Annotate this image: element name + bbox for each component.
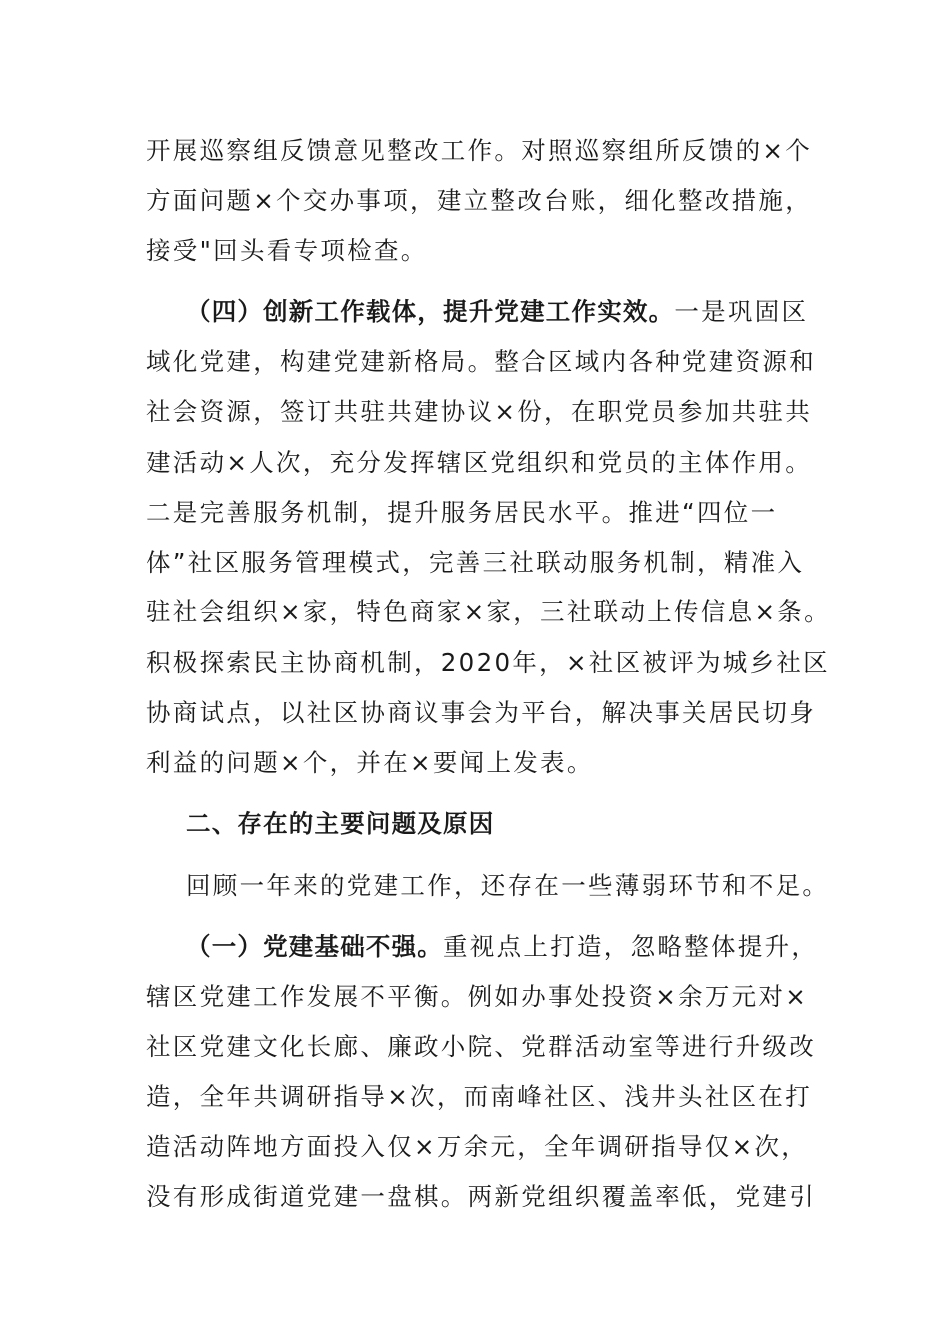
- paragraph-line: 社区党建文化长廊、廉政小院、党群活动室等进行升级改: [146, 1032, 816, 1061]
- paragraph-text: 重视点上打造，忽略整体提升，: [443, 932, 819, 961]
- paragraph-line: 域化党建，构建党建新格局。整合区域内各种党建资源和: [146, 347, 816, 376]
- part-2-heading: 二、存在的主要问题及原因: [186, 809, 495, 838]
- paragraph-line: 方面问题×个交办事项，建立整改台账，细化整改措施，: [146, 186, 813, 215]
- paragraph-line: 二是完善服务机制，提升服务居民水平。推进“四位一: [146, 498, 778, 527]
- paragraph-text: 一是巩固区: [674, 297, 809, 326]
- subsection-1-heading: （一）党建基础不强。: [186, 932, 443, 961]
- paragraph-line: 辖区党建工作发展不平衡。例如办事处投资×余万元对×: [146, 982, 809, 1011]
- paragraph-line: 开展巡察组反馈意见整改工作。对照巡察组所反馈的×个: [146, 136, 813, 165]
- paragraph-line: 造活动阵地方面投入仅×万余元，全年调研指导仅×次，: [146, 1132, 809, 1161]
- paragraph-line: 建活动×人次，充分发挥辖区党组织和党员的主体作用。: [146, 448, 813, 477]
- paragraph-line: 体”社区服务管理模式，完善三社联动服务机制，精准入: [146, 548, 805, 577]
- paragraph-line: 利益的问题×个，并在×要闻上发表。: [146, 748, 594, 777]
- section-4-line: [186, 297, 808, 327]
- paragraph-line: 协商试点，以社区协商议事会为平台，解决事关居民切身: [146, 698, 816, 727]
- paragraph-line: 没有形成街道党建一盘棋。两新党组织覆盖率低，党建引: [146, 1182, 816, 1211]
- paragraph-line: 驻社会组织×家，特色商家×家，三社联动上传信息×条。: [146, 597, 831, 626]
- paragraph-line: 社会资源，签订共驻共建协议×份，在职党员参加共驻共: [146, 397, 813, 426]
- paragraph-line: 接受"回头看专项检查。: [146, 236, 428, 265]
- paragraph-line: 回顾一年来的党建工作，还存在一些薄弱环节和不足。: [186, 871, 830, 900]
- section-4-heading: （四）创新工作载体，提升党建工作实效。: [186, 297, 675, 326]
- paragraph-line: 积极探索民主协商机制，2020年，×社区被评为城乡社区: [146, 648, 830, 677]
- subsection-1-line: [186, 932, 818, 962]
- paragraph-line: 造，全年共调研指导×次，而南峰社区、浅井头社区在打: [146, 1082, 813, 1111]
